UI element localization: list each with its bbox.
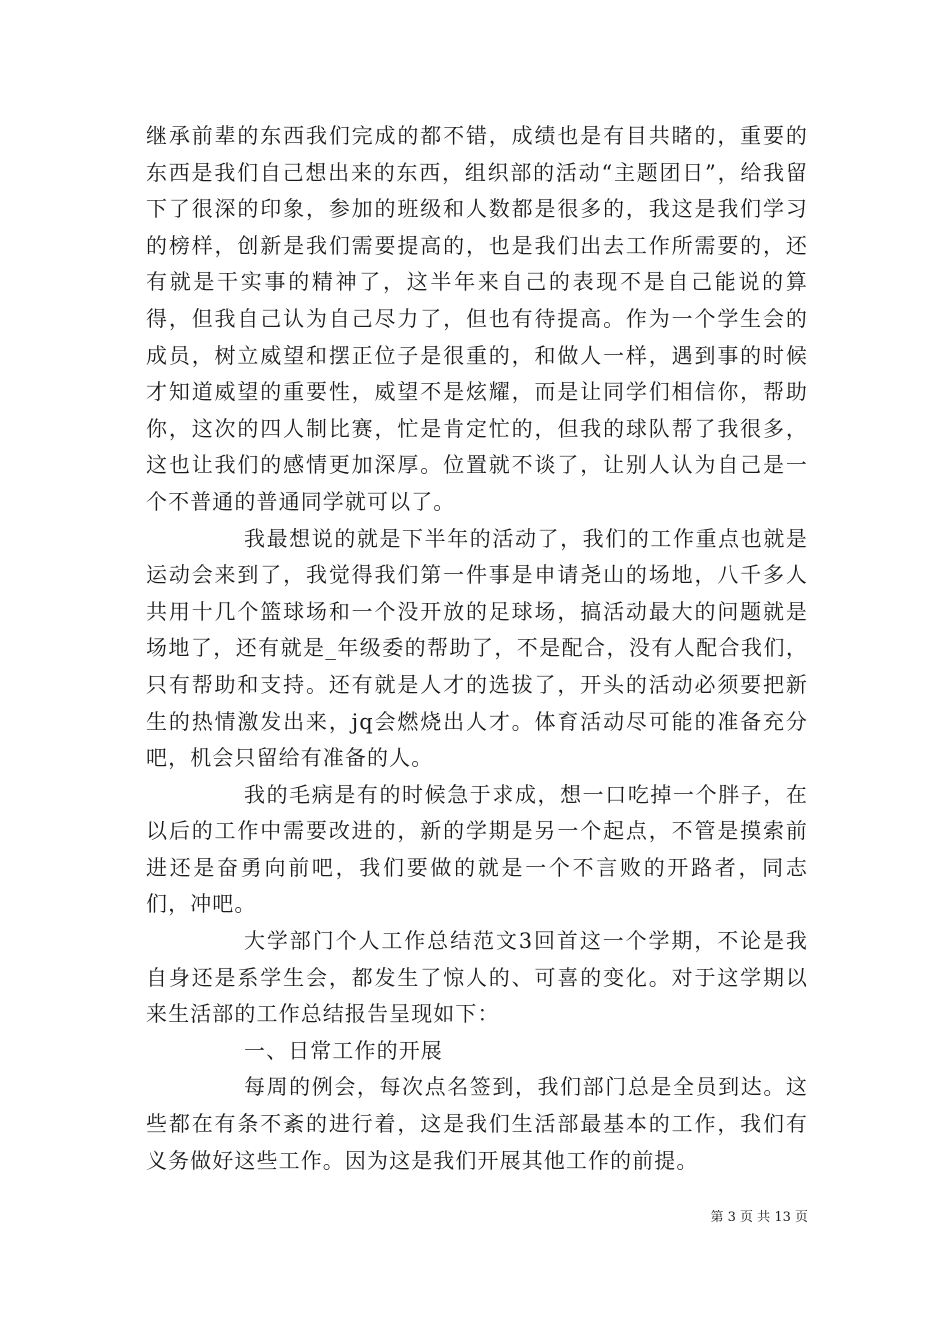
document-body <box>146 118 808 1179</box>
paragraph-4: 大学部门个人工作总结范文3回首这一个学期，不论是我自身还是系学生会，都发生了惊人的、可喜的变化。对于这学期以来生活部的工作总结报告呈现如下： <box>146 929 808 1027</box>
paragraph-2: 我最想说的就是下半年的活动了，我们的工作重点也就是运动会来到了，我觉得我们第一件事是申请尧山的场地，八千多人共用十几个篮球场和一个没开放的足球场，搞活动最大的问题就是场地了，还有就是_年级委的帮助了，不是配合，没有人配合我们，只有帮助和支持。还有就是人才的选拔了，开头的活动必须要把新生的热情激发出来，jq会燃烧出人才。体育活动尽可能的准备充分吧，机会只留给有准备的人。 <box>146 526 808 771</box>
section-heading: 一、日常工作的开展 <box>244 1038 443 1063</box>
paragraph-3: 我的毛病是有的时候急于求成，想一口吃掉一个胖子，在以后的工作中需要改进的，新的学期是另一个起点，不管是摸索前进还是奋勇向前吧，我们要做的就是一个不言败的开路者，同志们，冲吧。 <box>146 782 808 917</box>
paragraph-6: 每周的例会，每次点名签到，我们部门总是全员到达。这些都在有条不紊的进行着，这是我们生活部最基本的工作，我们有义务做好这些工作。因为这是我们开展其他工作的前提。 <box>146 1075 808 1173</box>
paragraph-1: 继承前辈的东西我们完成的都不错，成绩也是有目共睹的，重要的东西是我们自己想出来的东西，组织部的活动“主题团日”，给我留下了很深的印象，参加的班级和人数都是很多的，我这是我们学习的榜样，创新是我们需要提高的，也是我们出去工作所需要的，还有就是干实事的精神了，这半年来自己的表现不是自己能说的算得，但我自己认为自己尽力了，但也有待提高。作为一个学生会的成员，树立威望和摆正位子是很重的，和做人一样，遇到事的时候才知道威望的重要性，威望不是炫耀，而是让同学们相信你，帮助你，这次的四人制比赛，忙是肯定忙的，但我的球队帮了我很多，这也让我们的感情更加深厚。位置就不谈了，让别人认为自己是一个不普通的普通同学就可以了。 <box>146 124 808 514</box>
page-number: 第 3 页 共 13 页 <box>710 1210 808 1225</box>
